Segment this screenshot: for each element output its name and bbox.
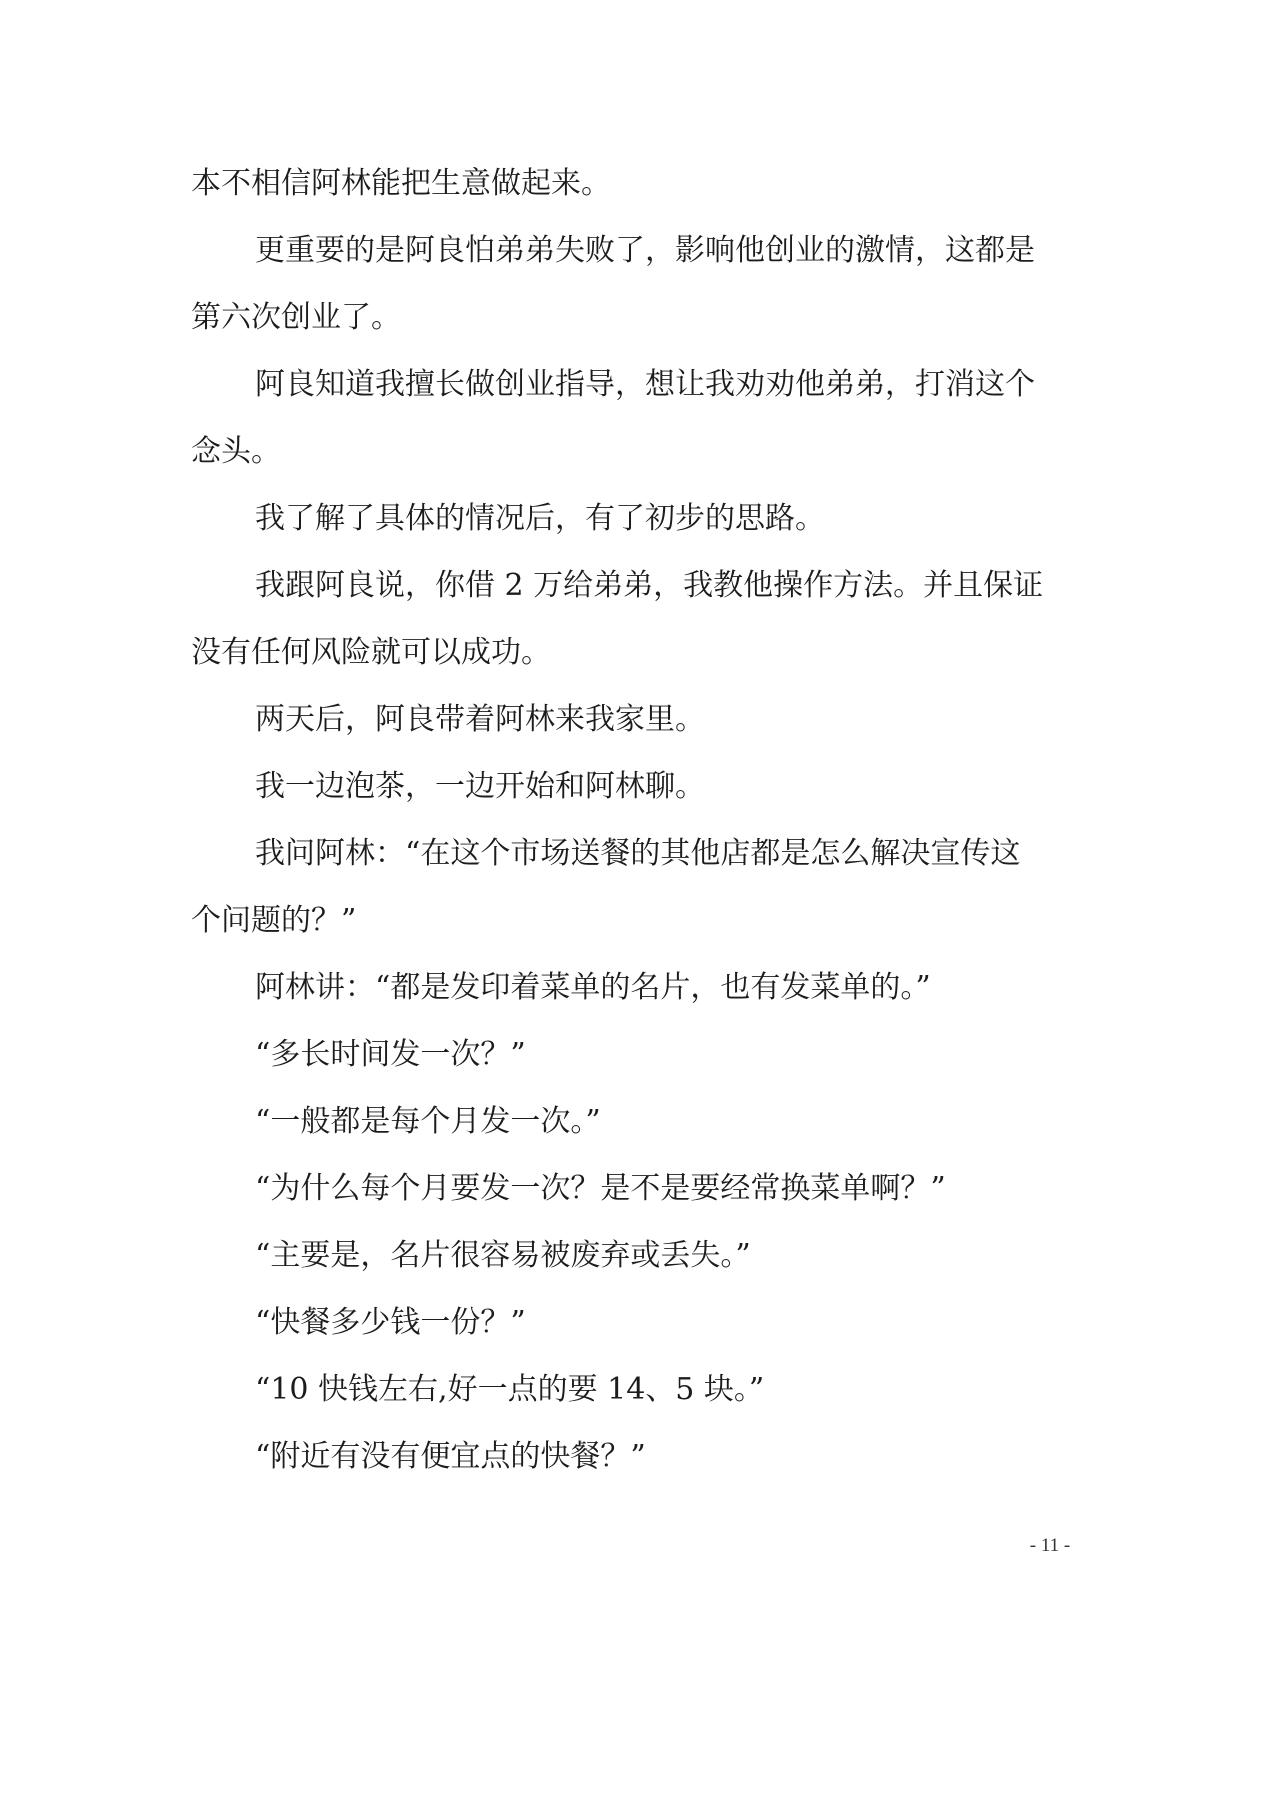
text-line: 第六次创业了。: [191, 300, 401, 335]
text-line: “多长时间发一次？”: [255, 1037, 526, 1072]
page-number: - 11 -: [1029, 1535, 1071, 1556]
text-line: 我一边泡茶，一边开始和阿林聊。: [255, 769, 705, 804]
text-line: “10 快钱左右,好一点的要 14、5 块。”: [255, 1372, 765, 1407]
text-line: “为什么每个月要发一次？是不是要经常换菜单啊？”: [255, 1171, 946, 1206]
text-line: “一般都是每个月发一次。”: [255, 1104, 601, 1139]
text-line: “快餐多少钱一份？”: [255, 1305, 526, 1340]
text-line: “附近有没有便宜点的快餐？”: [255, 1439, 646, 1474]
body-text: [191, 150, 1121, 1490]
text-line: 更重要的是阿良怕弟弟失败了，影响他创业的激情，这都是: [255, 233, 1035, 268]
text-line: 我了解了具体的情况后，有了初步的思路。: [255, 501, 825, 536]
text-line: 阿林讲：“都是发印着菜单的名片，也有发菜单的。”: [255, 970, 931, 1005]
text-line: 没有任何风险就可以成功。: [191, 635, 551, 670]
text-line: 我跟阿良说，你借 2 万给弟弟，我教他操作方法。并且保证: [255, 568, 1044, 603]
text-line: “主要是，名片很容易被废弃或丢失。”: [255, 1238, 751, 1273]
text-line: 阿良知道我擅长做创业指导，想让我劝劝他弟弟，打消这个: [255, 367, 1035, 402]
text-line: 个问题的？”: [191, 903, 357, 938]
text-line: 两天后，阿良带着阿林来我家里。: [255, 702, 705, 737]
text-line: 念头。: [191, 434, 281, 469]
text-line: 我问阿林：“在这个市场送餐的其他店都是怎么解决宣传这: [255, 836, 1021, 871]
text-line: 本不相信阿林能把生意做起来。: [191, 166, 611, 201]
